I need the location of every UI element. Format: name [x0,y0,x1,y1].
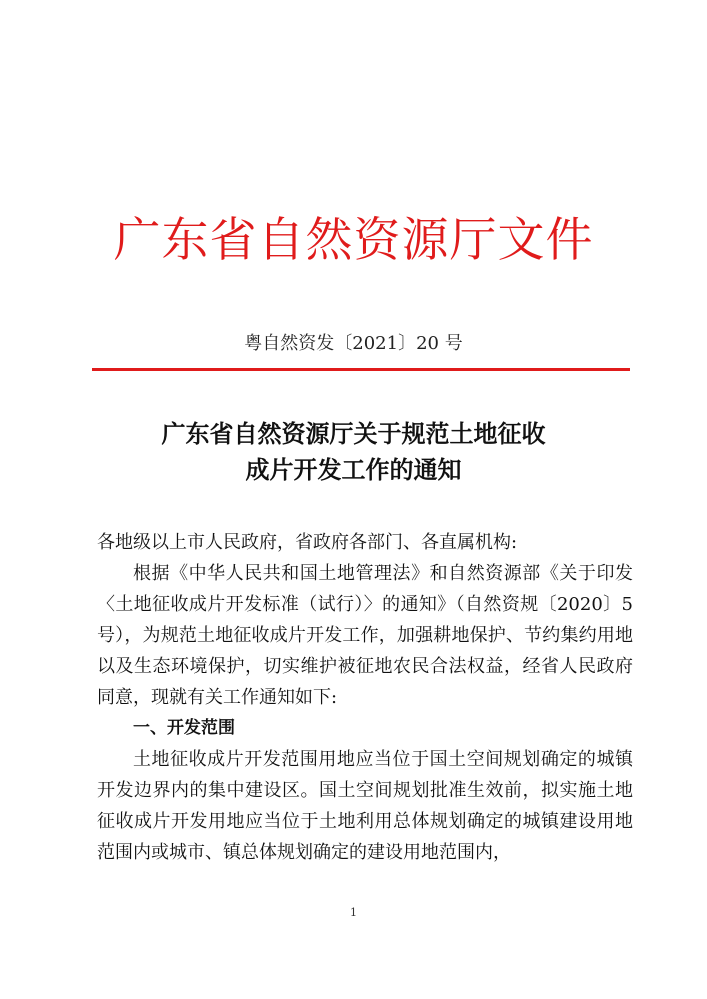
document-title [0,416,707,488]
document-title-line-2: 成片开发工作的通知 [245,455,462,484]
salutation: 各地级以上市人民政府，省政府各部门、各直属机构: [97,532,518,553]
page-number: 1 [350,906,357,919]
document-number: 粤自然资发〔2021〕20 号 [244,333,463,354]
section-heading-development-scope: 一、开发范围 [133,718,235,738]
document-body [97,527,633,868]
intro-paragraph: 根据《中华人民共和国土地管理法》和自然资源部《关于印发〈土地征收成片开发标准（试行）〉的通知》（自然资规〔2020〕5 号），为规范土地征收成片开发工作，加强耕地保护、节约集约用地以及生态环境保护，切实维护被征地农民合法权益，经省人民政府同意，现就有关工作通知如下: [97,563,633,708]
document-title-line-1: 广东省自然资源厅关于规范土地征收 [161,419,546,448]
section-1-paragraph: 土地征收成片开发范围用地应当位于国土空间规划确定的城镇开发边界内的集中建设区。国土空间规划批准生效前，拟实施土地征收成片开发用地应当位于土地利用总体规划确定的城镇建设用地范围内或城市、镇总体规划确定的建设用地范围内， [97,749,633,863]
masthead-title: 广东省自然资源厅文件 [113,213,594,268]
red-separator-line [92,368,630,371]
